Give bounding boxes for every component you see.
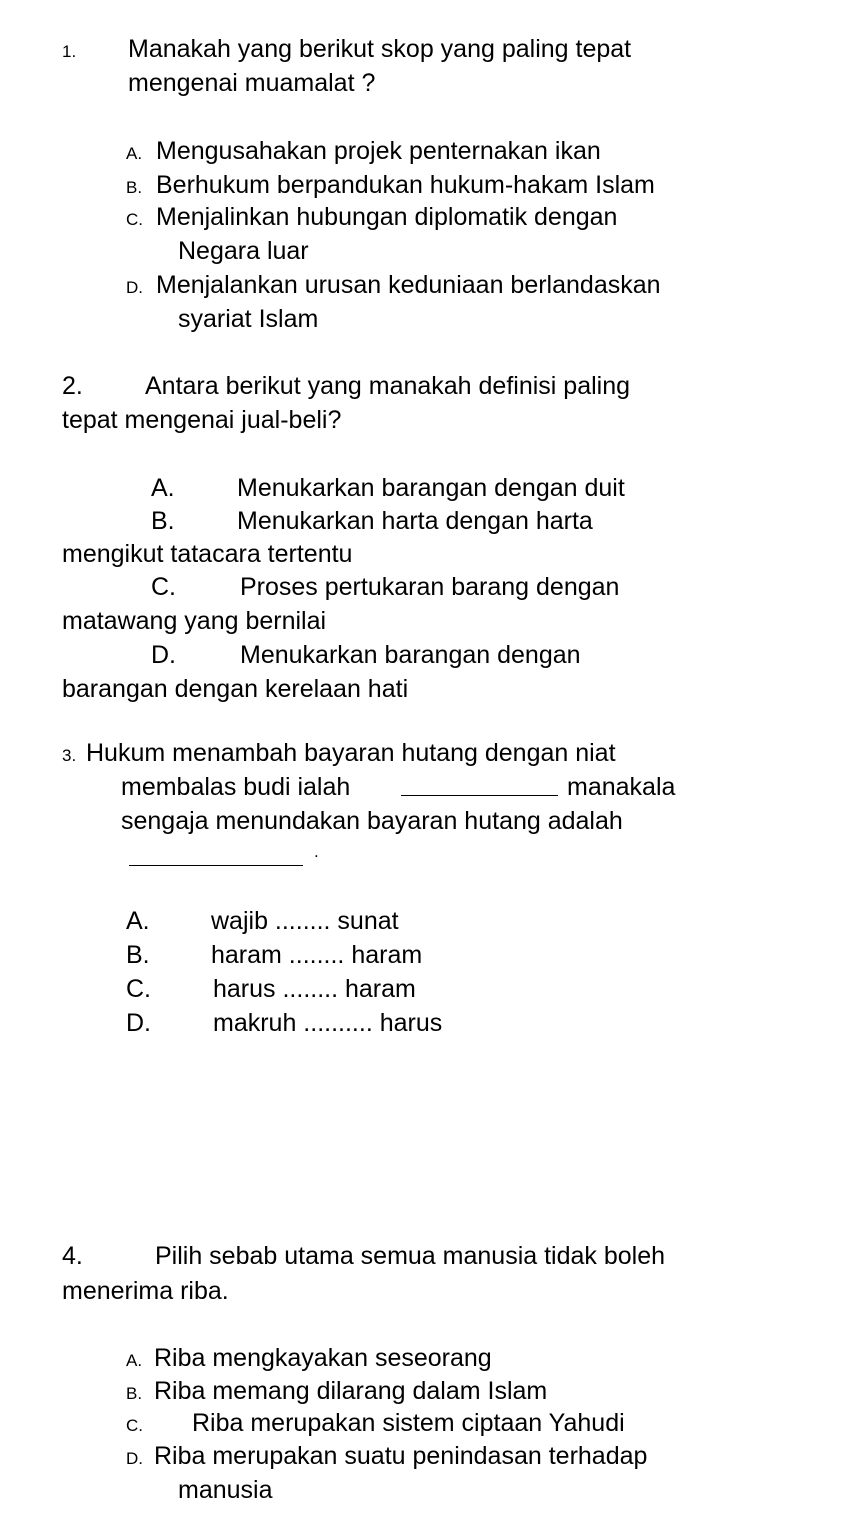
option-letter: B. xyxy=(151,507,175,535)
option-text: makruh .......... harus xyxy=(213,1009,443,1037)
option-letter: C. xyxy=(151,573,176,601)
option-text: Berhukum berpandukan hukum-hakam Islam xyxy=(156,171,655,199)
option-letter: D. xyxy=(126,1449,143,1468)
option-letter: A. xyxy=(126,1351,143,1370)
option-letter: D. xyxy=(126,278,143,297)
option-text: wajib ........ sunat xyxy=(211,907,399,935)
option-letter: D. xyxy=(151,641,176,669)
question-4-text-line-2: menerima riba. xyxy=(62,1277,229,1305)
question-2-number: 2. xyxy=(62,372,83,400)
question-1-text-line-1: Manakah yang berikut skop yang paling tepat xyxy=(128,35,632,63)
question-1-number: 1. xyxy=(62,42,77,61)
option-text: Mengusahakan projek penternakan ikan xyxy=(156,137,601,165)
question-3-text-line-1: Hukum menambah bayaran hutang dengan niat xyxy=(86,739,616,767)
option-text-continued: barangan dengan kerelaan hati xyxy=(62,675,409,703)
question-2-text-line-2: tepat mengenai jual-beli? xyxy=(62,406,342,434)
option-text: haram ........ haram xyxy=(211,941,423,969)
question-3-text-line-2b: manakala xyxy=(567,773,676,801)
question-3-period: . xyxy=(314,842,319,861)
question-1-text-line-2: mengenai muamalat ? xyxy=(128,69,376,97)
question-2-text-line-1: Antara berikut yang manakah definisi paling xyxy=(145,372,631,400)
option-text: Riba mengkayakan seseorang xyxy=(154,1344,492,1372)
question-3-text-line-3: sengaja menundakan bayaran hutang adalah xyxy=(121,807,623,835)
option-letter: B. xyxy=(126,941,150,969)
option-text-continued: manusia xyxy=(178,1476,273,1504)
option-letter: D. xyxy=(126,1009,151,1037)
option-text: Riba memang dilarang dalam Islam xyxy=(154,1377,548,1405)
option-text-continued: mengikut tatacara tertentu xyxy=(62,540,353,568)
option-text: Riba merupakan suatu penindasan terhadap xyxy=(154,1442,648,1470)
option-text: Riba merupakan sistem ciptaan Yahudi xyxy=(192,1409,625,1437)
option-letter: B. xyxy=(126,178,143,197)
option-letter: A. xyxy=(151,474,175,502)
question-4-number: 4. xyxy=(62,1242,83,1270)
option-text: Proses pertukaran barang dengan xyxy=(240,573,620,601)
option-text: Menukarkan barangan dengan duit xyxy=(237,474,625,502)
option-letter: C. xyxy=(126,1416,143,1435)
option-text-continued: syariat Islam xyxy=(178,305,319,333)
question-3-number: 3. xyxy=(62,746,77,765)
option-text-continued: Negara luar xyxy=(178,237,309,265)
option-letter: A. xyxy=(126,907,150,935)
option-text: Menjalinkan hubungan diplomatik dengan xyxy=(156,203,618,231)
option-letter: C. xyxy=(126,975,151,1003)
option-text: Menukarkan barangan dengan xyxy=(240,641,581,669)
option-text-continued: matawang yang bernilai xyxy=(62,607,327,635)
option-letter: C. xyxy=(126,210,143,229)
option-text: Menukarkan harta dengan harta xyxy=(237,507,593,535)
answer-blank-2[interactable] xyxy=(129,845,303,866)
option-text: Menjalankan urusan keduniaan berlandaskan xyxy=(156,271,661,299)
question-3-text-line-2: membalas budi ialah xyxy=(121,773,351,801)
option-text: harus ........ haram xyxy=(213,975,416,1003)
option-letter: A. xyxy=(126,144,143,163)
answer-blank-1[interactable] xyxy=(401,775,558,796)
question-4-text-line-1: Pilih sebab utama semua manusia tidak boleh xyxy=(155,1242,666,1270)
option-letter: B. xyxy=(126,1384,143,1403)
